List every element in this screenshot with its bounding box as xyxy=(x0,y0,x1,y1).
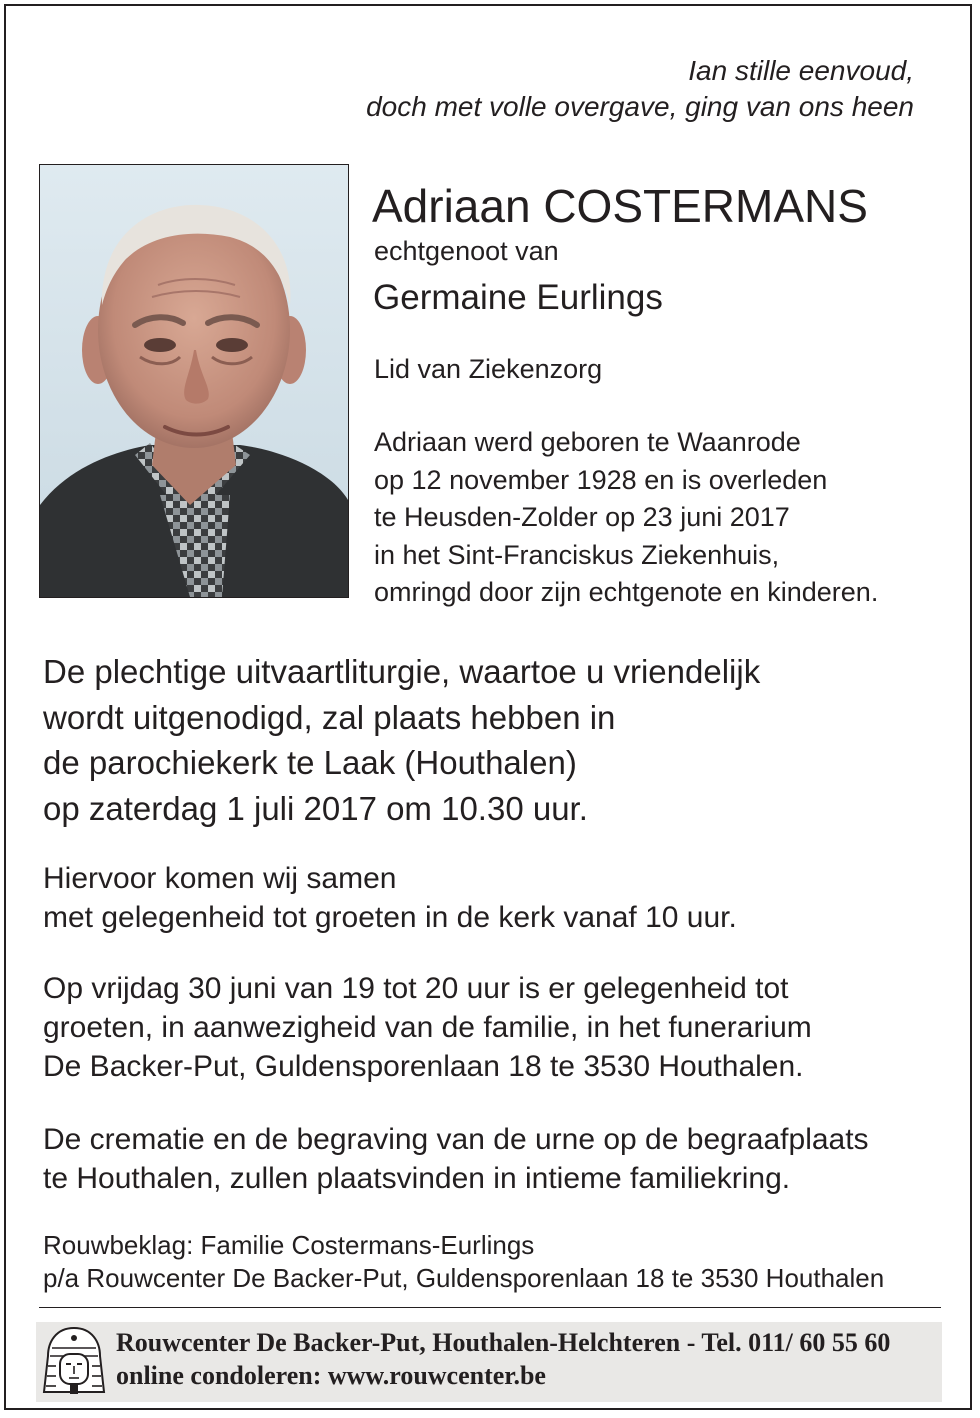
condolence-line: Rouwbeklag: Familie Costermans-Eurlings xyxy=(43,1230,535,1260)
spouse-name: Germaine Eurlings xyxy=(373,278,663,317)
funeral-line: de parochiekerk te Laak (Houthalen) xyxy=(43,744,577,781)
biography-line: Adriaan werd geboren te Waanrode xyxy=(374,427,801,457)
funeral-line: op zaterdag 1 juli 2017 om 10.30 uur. xyxy=(43,789,588,827)
footer-website[interactable]: online condoleren: www.rouwcenter.be xyxy=(116,1361,546,1390)
funeral-announcement xyxy=(43,649,760,831)
visitation-info xyxy=(43,969,812,1086)
cremation-line: De crematie en de begraving van de urne op de begraafplaats xyxy=(43,1123,869,1156)
portrait-illustration xyxy=(40,165,348,597)
cremation-info xyxy=(43,1120,869,1198)
gathering-info xyxy=(43,859,737,937)
motto-line: Ian stille eenvoud, xyxy=(688,55,914,86)
visitation-line: groeten, in aanwezigheid van de familie, in het funerarium xyxy=(43,1011,812,1044)
motto-line: doch met volle overgave, ging van ons heen xyxy=(366,91,914,122)
biography-line: te Heusden-Zolder op 23 juni 2017 xyxy=(374,502,790,532)
cremation-line: te Houthalen, zullen plaatsvinden in intieme familiekring. xyxy=(43,1162,791,1195)
condolence-line: p/a Rouwcenter De Backer-Put, Guldensporenlaan 18 te 3530 Houthalen xyxy=(43,1263,885,1293)
biography xyxy=(374,424,878,612)
portrait-photo xyxy=(39,164,349,598)
funeral-line: wordt uitgenodigd, zal plaats hebben in xyxy=(43,698,616,736)
biography-line: omringd door zijn echtgenote en kinderen. xyxy=(374,577,879,607)
motto xyxy=(366,53,914,125)
visitation-line: Op vrijdag 30 juni van 19 tot 20 uur is er gelegenheid tot xyxy=(43,972,789,1005)
footer-contact: Rouwcenter De Backer-Put, Houthalen-Helchteren - Tel. 011/ 60 55 60 xyxy=(116,1328,891,1357)
visitation-line: De Backer-Put, Guldensporenlaan 18 te 3530 Houthalen. xyxy=(43,1050,804,1083)
spouse-label: echtgenoot van xyxy=(374,236,559,266)
footer-text xyxy=(116,1326,890,1392)
divider xyxy=(39,1307,941,1308)
deceased-name: Adriaan COSTERMANS xyxy=(372,180,868,232)
biography-line: in het Sint-Franciskus Ziekenhuis, xyxy=(374,539,780,570)
gathering-line: met gelegenheid tot groeten in de kerk vanaf 10 uur. xyxy=(43,901,737,934)
funeral-home-footer xyxy=(36,1322,942,1402)
condolence-address xyxy=(43,1229,884,1295)
funeral-line: De plechtige uitvaartliturgie, waartoe u vriendelijk xyxy=(43,653,761,690)
gathering-line: Hiervoor komen wij samen xyxy=(43,862,397,895)
obituary-card xyxy=(4,4,972,1410)
biography-line: op 12 november 1928 en is overleden xyxy=(374,464,828,495)
pharaoh-head-icon xyxy=(42,1326,106,1403)
membership: Lid van Ziekenzorg xyxy=(374,354,603,384)
